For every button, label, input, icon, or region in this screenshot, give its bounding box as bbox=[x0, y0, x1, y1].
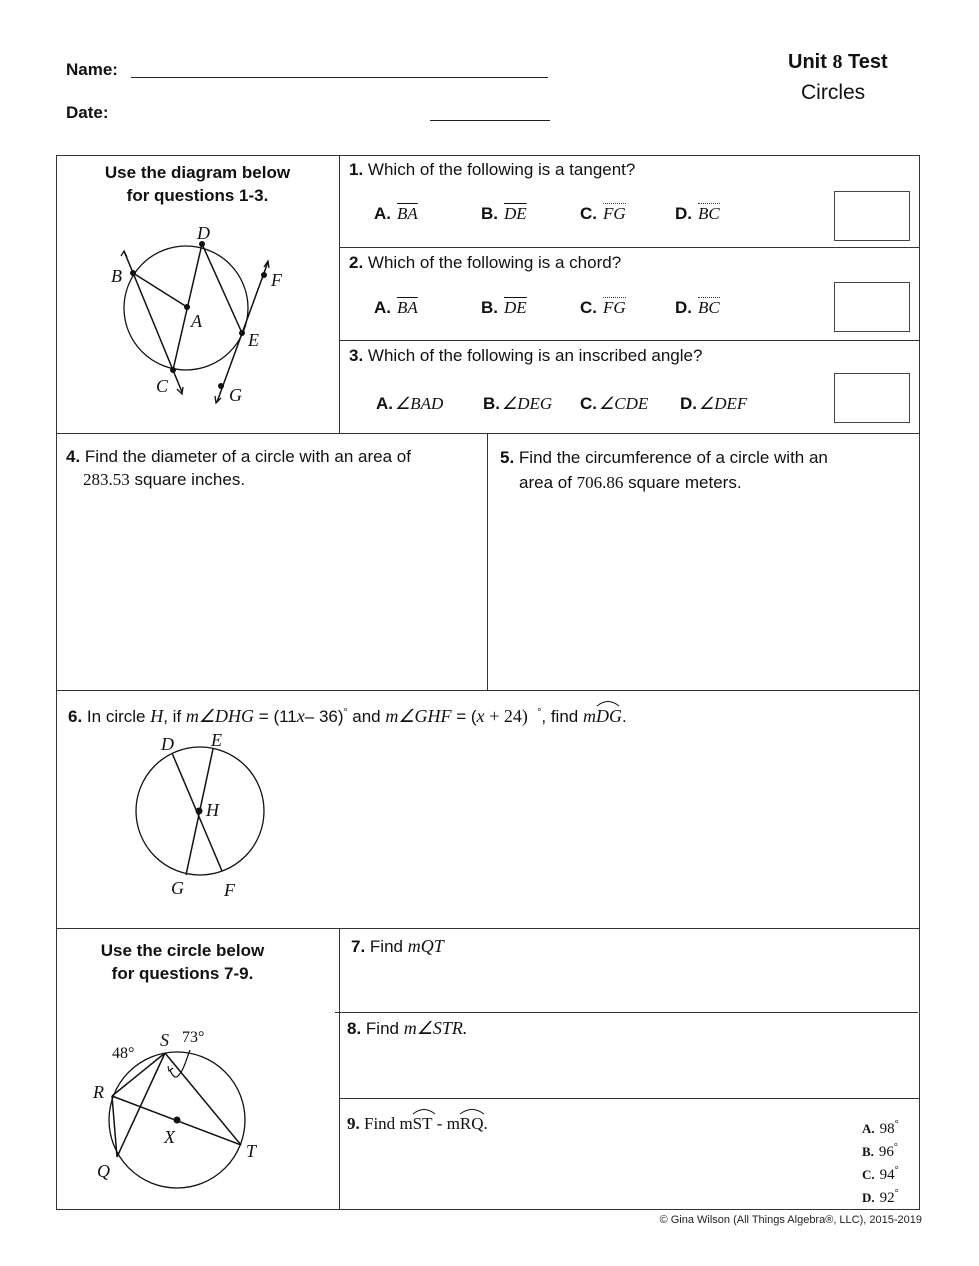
segment-ba: $\overline{BA}$ bbox=[397, 204, 418, 223]
choice-value: 92 bbox=[879, 1190, 895, 1206]
date-field[interactable] bbox=[430, 120, 550, 121]
question-3 bbox=[349, 346, 702, 366]
question-text: Find bbox=[369, 937, 403, 956]
point-label-d: D bbox=[197, 223, 210, 243]
divider bbox=[56, 433, 920, 434]
arc-mark-icon bbox=[412, 1107, 436, 1115]
measure-m: m bbox=[446, 1114, 460, 1133]
q3-option-b[interactable] bbox=[483, 394, 552, 414]
variable-x: x bbox=[476, 706, 485, 726]
choice-value: 96 bbox=[878, 1144, 894, 1160]
line-bc: BC bbox=[698, 298, 720, 317]
question-4 bbox=[66, 445, 411, 491]
question-text: area of bbox=[519, 473, 572, 492]
choice-value: 98 bbox=[879, 1121, 895, 1137]
divider bbox=[487, 433, 488, 690]
question-8 bbox=[347, 1018, 467, 1039]
point-label-g: G bbox=[171, 878, 184, 898]
angle-deg: ∠DEG bbox=[502, 394, 553, 413]
degree-symbol: ° bbox=[894, 1188, 899, 1199]
question-text: Find bbox=[364, 1114, 396, 1133]
q9-choice-a[interactable] bbox=[862, 1119, 899, 1138]
question-6 bbox=[68, 706, 627, 727]
q1-option-a[interactable] bbox=[374, 204, 418, 224]
instruction-line: Use the circle below bbox=[100, 941, 265, 960]
expression: = ( bbox=[456, 707, 477, 726]
instruction-line: for questions 7-9. bbox=[111, 964, 254, 983]
title-unit-word: Unit bbox=[788, 51, 827, 73]
option-letter: C. bbox=[580, 298, 597, 317]
question-text: Find bbox=[365, 1019, 399, 1038]
line-bc: BC bbox=[698, 204, 720, 223]
point-label-g: G bbox=[229, 385, 242, 405]
option-letter: A. bbox=[374, 204, 391, 223]
question-text: Which of the following is an inscribed angle? bbox=[367, 346, 703, 365]
question-text: Which of the following is a tangent? bbox=[367, 160, 636, 179]
question-text: , find bbox=[541, 707, 579, 726]
q3-option-c[interactable] bbox=[580, 394, 648, 414]
question-text: square meters. bbox=[628, 473, 742, 492]
choice-letter: A. bbox=[862, 1121, 875, 1136]
arc-mark-icon bbox=[459, 1107, 485, 1115]
question-5 bbox=[500, 445, 828, 495]
option-letter: C. bbox=[580, 394, 597, 413]
instruction-line: Use the diagram below bbox=[104, 163, 291, 182]
divider bbox=[339, 928, 340, 1210]
q2-option-a[interactable] bbox=[374, 298, 418, 318]
variable-x: x bbox=[296, 706, 305, 726]
point-label-h: H bbox=[206, 800, 219, 820]
point-label-q: Q bbox=[97, 1161, 110, 1181]
option-letter: B. bbox=[481, 298, 498, 317]
question-number: 9. bbox=[347, 1114, 360, 1133]
instruction-line: for questions 1-3. bbox=[126, 186, 269, 205]
minus: - bbox=[432, 1114, 447, 1133]
arc-label: ST bbox=[412, 1114, 433, 1133]
answer-box-q1[interactable] bbox=[834, 191, 910, 241]
copyright-footer: © Gina Wilson (All Things Algebra®, LLC), 2015-2019 bbox=[659, 1214, 922, 1226]
q1-option-d[interactable] bbox=[675, 204, 720, 224]
expression: = (11 bbox=[258, 707, 297, 726]
choice-letter: B. bbox=[862, 1144, 874, 1159]
divider bbox=[339, 247, 920, 248]
point-label-a: A bbox=[191, 311, 202, 331]
option-letter: D. bbox=[675, 204, 692, 223]
q9-choice-c[interactable] bbox=[862, 1165, 899, 1184]
point-label-d: D bbox=[161, 734, 174, 754]
q9-choice-d[interactable] bbox=[862, 1188, 899, 1207]
degree-symbol: ° bbox=[537, 707, 542, 719]
divider bbox=[56, 928, 920, 929]
expression: + 24) bbox=[489, 706, 528, 726]
q2-option-c[interactable] bbox=[580, 298, 626, 318]
q3-option-d[interactable] bbox=[680, 394, 747, 414]
degree-symbol: ° bbox=[894, 1165, 899, 1176]
angle-def: ∠DEF bbox=[699, 394, 748, 413]
point-label-x: X bbox=[164, 1127, 175, 1147]
question-2 bbox=[349, 253, 621, 273]
point-label-f: F bbox=[271, 270, 282, 290]
angle-bad: ∠BAD bbox=[395, 394, 444, 413]
option-letter: C. bbox=[580, 204, 597, 223]
date-label: Date: bbox=[66, 103, 109, 122]
answer-box-q3[interactable] bbox=[834, 373, 910, 423]
divider bbox=[339, 340, 920, 341]
point-label-b: B bbox=[111, 266, 122, 286]
segment-ba: $\overline{BA}$ bbox=[397, 298, 418, 317]
segment-de: $\overline{DE}$ bbox=[504, 298, 527, 317]
question-number: 2. bbox=[349, 253, 364, 272]
option-letter: B. bbox=[481, 204, 498, 223]
option-letter: D. bbox=[675, 298, 692, 317]
angle-dhg: m∠DHG bbox=[185, 706, 255, 726]
question-number: 8. bbox=[347, 1019, 362, 1038]
page-subtitle: Circles bbox=[801, 81, 866, 104]
degree-symbol: ° bbox=[894, 1119, 899, 1130]
question-text: . bbox=[621, 707, 627, 726]
question-number: 7. bbox=[351, 937, 366, 956]
segment-de: $\overline{DE}$ bbox=[504, 204, 527, 223]
choice-value: 94 bbox=[879, 1167, 895, 1183]
question-text: Which of the following is a chord? bbox=[367, 253, 622, 272]
question-9 bbox=[347, 1114, 488, 1134]
question-text: In circle bbox=[86, 707, 146, 726]
question-text: square inches. bbox=[134, 470, 246, 489]
point-label-t: T bbox=[246, 1141, 257, 1161]
answer-area-q4[interactable] bbox=[60, 495, 480, 685]
degree-symbol: ° bbox=[893, 1142, 898, 1153]
q1-option-b[interactable] bbox=[481, 204, 527, 224]
arc-label: RQ bbox=[459, 1114, 484, 1133]
instruction-q1-3 bbox=[60, 161, 335, 207]
line-fg: FG bbox=[603, 298, 626, 317]
name-label: Name: bbox=[66, 60, 118, 79]
angle-label-73: 73° bbox=[182, 1029, 205, 1046]
question-text: and bbox=[352, 707, 381, 726]
answer-area-q6[interactable] bbox=[300, 735, 910, 920]
angle-str: m∠STR. bbox=[403, 1018, 468, 1038]
q2-option-b[interactable] bbox=[481, 298, 527, 318]
question-1 bbox=[349, 160, 635, 180]
q1-option-c[interactable] bbox=[580, 204, 626, 224]
option-letter: A. bbox=[374, 298, 391, 317]
angle-cde: ∠CDE bbox=[599, 394, 649, 413]
circle-name: H bbox=[150, 706, 164, 726]
question-number: 4. bbox=[66, 447, 81, 466]
question-number: 6. bbox=[68, 707, 83, 726]
title-test-word: Test bbox=[848, 51, 888, 73]
option-letter: D. bbox=[680, 394, 697, 413]
line-fg: FG bbox=[603, 204, 626, 223]
answer-area-q7[interactable] bbox=[344, 960, 914, 1008]
question-number: 1. bbox=[349, 160, 364, 179]
degree-symbol: ° bbox=[343, 707, 348, 719]
arc-label-48: 48° bbox=[112, 1045, 135, 1062]
question-text: Find the circumference of a circle with an bbox=[518, 448, 828, 467]
area-value: 283.53 bbox=[83, 470, 130, 489]
question-number: 5. bbox=[500, 448, 515, 467]
choice-letter: C. bbox=[862, 1167, 875, 1182]
point-label-f: F bbox=[224, 880, 235, 900]
point-label-c: C bbox=[156, 376, 169, 396]
divider bbox=[339, 1098, 920, 1099]
divider bbox=[335, 1012, 918, 1013]
arc-dg bbox=[596, 706, 622, 727]
page-title bbox=[788, 51, 888, 74]
measure-m: m bbox=[399, 1114, 413, 1133]
arc-label: DG bbox=[595, 706, 622, 726]
title-number: 8 bbox=[832, 51, 843, 73]
circle-diagram-q6 bbox=[130, 745, 270, 880]
q3-option-a[interactable] bbox=[376, 394, 443, 414]
arc-qt: mQT bbox=[407, 936, 444, 956]
point-label-e: E bbox=[211, 730, 222, 750]
expression: – 36) bbox=[304, 707, 344, 726]
question-7 bbox=[351, 936, 444, 957]
point-label-e: E bbox=[248, 330, 259, 350]
name-field[interactable] bbox=[131, 77, 548, 78]
question-text: . bbox=[483, 1114, 488, 1133]
instruction-q7-9 bbox=[60, 939, 305, 985]
area-value: 706.86 bbox=[576, 473, 624, 492]
option-letter: A. bbox=[376, 394, 393, 413]
q9-choice-b[interactable] bbox=[862, 1142, 898, 1161]
option-letter: B. bbox=[483, 394, 500, 413]
arc-rq bbox=[460, 1114, 484, 1134]
answer-box-q2[interactable] bbox=[834, 282, 910, 332]
point-label-r: R bbox=[93, 1082, 104, 1102]
angle-ghf: m∠GHF bbox=[385, 706, 452, 726]
question-text: , if bbox=[163, 707, 182, 726]
point-label-s: S bbox=[160, 1030, 169, 1050]
choice-letter: D. bbox=[862, 1190, 875, 1205]
answer-area-q5[interactable] bbox=[492, 495, 916, 685]
q2-option-d[interactable] bbox=[675, 298, 720, 318]
divider bbox=[56, 690, 920, 691]
arc-mark-icon bbox=[596, 699, 620, 707]
divider bbox=[339, 155, 340, 434]
question-number: 3. bbox=[349, 346, 364, 365]
question-text: Find the diameter of a circle with an area of bbox=[84, 447, 411, 466]
arc-st bbox=[413, 1114, 433, 1134]
measure-m: m bbox=[582, 706, 596, 726]
answer-area-q8[interactable] bbox=[344, 1042, 914, 1094]
